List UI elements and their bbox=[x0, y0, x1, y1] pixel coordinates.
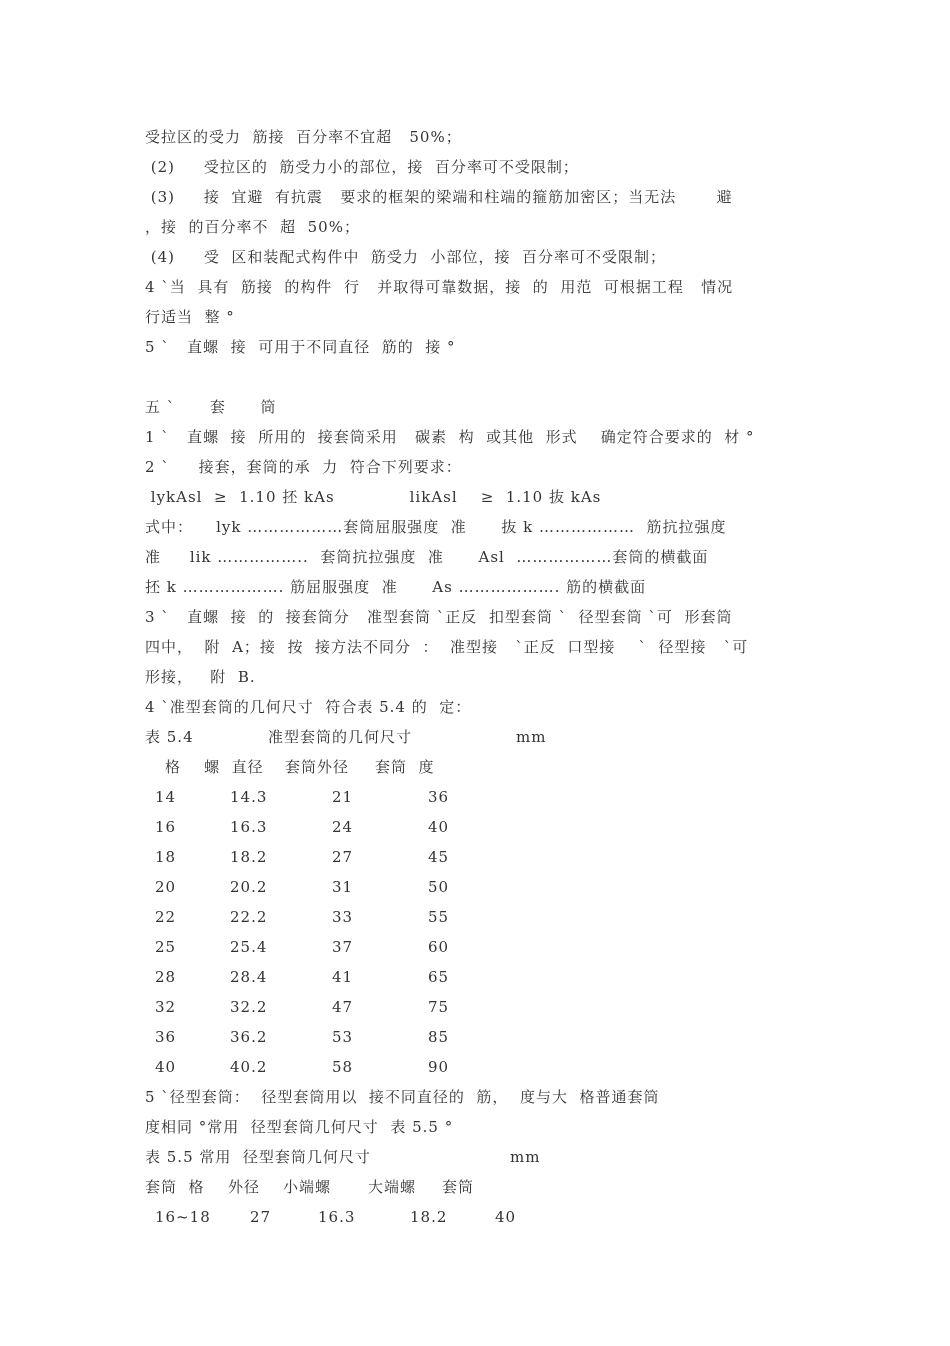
table-cell: 24 bbox=[332, 818, 354, 836]
table-caption-unit: mm bbox=[510, 1148, 541, 1166]
text-line: 行适当 整 ° bbox=[145, 308, 235, 326]
text-line: 受拉区的受力 筋接 百分率不宜超 50%； bbox=[145, 128, 462, 146]
text-line: 4 `准型套筒的几何尺寸 符合表 5.4 的 定： bbox=[145, 698, 472, 716]
table-header: 套筒 格 bbox=[145, 1178, 205, 1196]
table-cell: 40.2 bbox=[230, 1058, 268, 1076]
table-cell: 85 bbox=[428, 1028, 450, 1046]
table-caption-number: 表 5.4 bbox=[145, 728, 194, 746]
table-cell: 40 bbox=[155, 1058, 177, 1076]
table-cell: 16.3 bbox=[230, 818, 268, 836]
table-cell: 14 bbox=[155, 788, 177, 806]
table-caption-title: 准型套筒的几何尺寸 bbox=[268, 728, 413, 746]
text-line: 度相同 °常用 径型套筒几何尺寸 表 5.5 ° bbox=[145, 1118, 454, 1136]
table-cell: 14.3 bbox=[230, 788, 268, 806]
table-cell: 16.3 bbox=[318, 1208, 356, 1226]
table-cell: 22.2 bbox=[230, 908, 268, 926]
table-cell: 18 bbox=[155, 848, 177, 866]
table-header: 大端螺 bbox=[368, 1178, 417, 1196]
table-cell: 22 bbox=[155, 908, 177, 926]
text-line: (4) 受 区和装配式构件中 筋受力 小部位，接 百分率可不受限制； bbox=[145, 248, 667, 266]
table-cell: 37 bbox=[332, 938, 354, 956]
table-cell: 65 bbox=[428, 968, 450, 986]
text-line: 5 ` 直螺 接 可用于不同直径 筋的 接 ° bbox=[145, 338, 456, 356]
table-cell: 60 bbox=[428, 938, 450, 956]
table-header: 套筒 bbox=[442, 1178, 475, 1196]
table-caption-unit: mm bbox=[516, 728, 547, 746]
table-cell: 25.4 bbox=[230, 938, 268, 956]
table-cell: 36 bbox=[155, 1028, 177, 1046]
table-cell: 18.2 bbox=[410, 1208, 448, 1226]
table-header: 套筒 度 bbox=[375, 758, 435, 776]
table-cell: 32.2 bbox=[230, 998, 268, 1016]
text-line: 式中： lyk ………………套筒屈服强度 准 抜 k ……………… 筋抗拉强度 bbox=[145, 518, 727, 536]
table-cell: 40 bbox=[428, 818, 450, 836]
table-cell: 31 bbox=[332, 878, 354, 896]
text-line: 形接， 附 B. bbox=[145, 668, 256, 686]
table-cell: 16~18 bbox=[155, 1208, 211, 1226]
table-cell: 16 bbox=[155, 818, 177, 836]
table-cell: 21 bbox=[332, 788, 354, 806]
text-line: 四中， 附 A；接 按 接方法不同分 ： 准型接 `正反 口型接 ` 径型接 `可 bbox=[145, 638, 749, 656]
table-cell: 45 bbox=[428, 848, 450, 866]
text-line: 准 lik …………….. 套筒抗拉强度 准 Asl ………………套筒的横截面 bbox=[145, 548, 709, 566]
text-line: (2) 受拉区的 筋受力小的部位，接 百分率可不受限制； bbox=[145, 158, 579, 176]
table-cell: 27 bbox=[332, 848, 354, 866]
table-cell: 33 bbox=[332, 908, 354, 926]
table-cell: 20 bbox=[155, 878, 177, 896]
table-header: 小端螺 bbox=[283, 1178, 332, 1196]
text-line: 1 ` 直螺 接 所用的 接套筒采用 碳素 构 或其他 形式 确定符合要求的 材 ° bbox=[145, 428, 755, 446]
table-cell: 40 bbox=[495, 1208, 517, 1226]
text-line: (3) 接 宜避 有抗震 要求的框架的梁端和柱端的箍筋加密区；当无法 避 bbox=[145, 188, 733, 206]
table-cell: 27 bbox=[250, 1208, 272, 1226]
table-cell: 36.2 bbox=[230, 1028, 268, 1046]
table-cell: 18.2 bbox=[230, 848, 268, 866]
text-line: 5 `径型套筒： 径型套筒用以 接不同直径的 筋， 度与大 格普通套筒 bbox=[145, 1088, 660, 1106]
table-cell: 53 bbox=[332, 1028, 354, 1046]
table-cell: 41 bbox=[332, 968, 354, 986]
table-cell: 36 bbox=[428, 788, 450, 806]
table-cell: 28.4 bbox=[230, 968, 268, 986]
text-line: ，接 的百分率不 超 50%； bbox=[145, 218, 360, 236]
table-cell: 58 bbox=[332, 1058, 354, 1076]
text-line: 2 ` 接套，套筒的承 力 符合下列要求： bbox=[145, 458, 462, 476]
table-cell: 32 bbox=[155, 998, 177, 1016]
table-cell: 25 bbox=[155, 938, 177, 956]
table-cell: 90 bbox=[428, 1058, 450, 1076]
text-line: 抷 k ………………. 筋屈服强度 准 As ………………. 筋的横截面 bbox=[145, 578, 647, 596]
table-header: 套筒外径 bbox=[285, 758, 350, 776]
table-header: 格 螺 直径 bbox=[165, 758, 264, 776]
table-cell: 20.2 bbox=[230, 878, 268, 896]
table-caption-title: 表 5.5 常用 径型套筒几何尺寸 bbox=[145, 1148, 371, 1166]
table-cell: 28 bbox=[155, 968, 177, 986]
formula-line: lykAsl ≥ 1.10 抷 kAs likAsl ≥ 1.10 抜 kAs bbox=[145, 488, 602, 506]
table-cell: 55 bbox=[428, 908, 450, 926]
table-cell: 47 bbox=[332, 998, 354, 1016]
table-header: 外径 bbox=[228, 1178, 261, 1196]
text-line: 4 `当 具有 筋接 的构件 行 并取得可靠数据，接 的 用范 可根据工程 情况 bbox=[145, 278, 734, 296]
table-cell: 50 bbox=[428, 878, 450, 896]
text-line: 3 ` 直螺 接 的 接套筒分 准型套筒 `正反 扣型套筒 ` 径型套筒 `可 形套筒 bbox=[145, 608, 733, 626]
section-heading: 五 ` 套 筒 bbox=[145, 398, 277, 416]
table-cell: 75 bbox=[428, 998, 450, 1016]
